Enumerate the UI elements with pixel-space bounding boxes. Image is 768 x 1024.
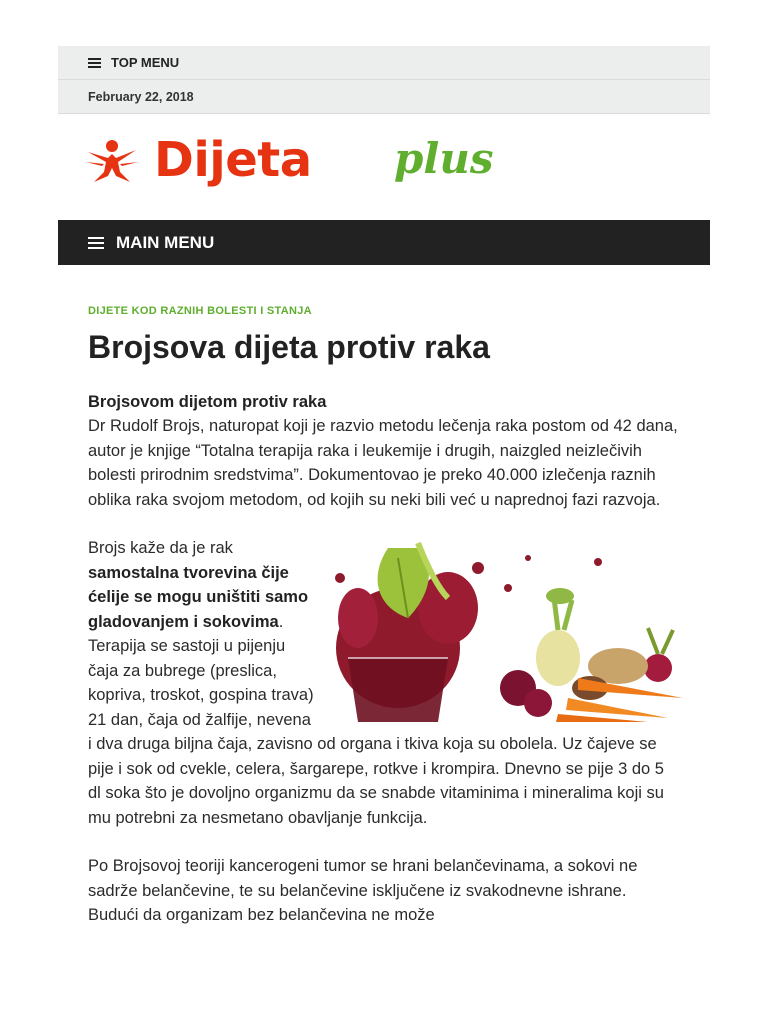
page bbox=[58, 46, 710, 952]
hamburger-icon bbox=[88, 58, 101, 68]
article-title: Brojsova dijeta protiv raka bbox=[88, 329, 490, 365]
running-figure-icon bbox=[86, 138, 138, 184]
paragraph-1 bbox=[88, 390, 680, 513]
logo-word: Dijeta bbox=[154, 132, 312, 188]
main-menu-toggle[interactable] bbox=[58, 220, 710, 265]
paragraph-3-text: Po Brojsovoj teoriji kancerogeni tumor se hrani belančevinama, a sokovi ne sadrže belančevine, te su belančevine isključene iz svakodnevne ishrane. Budući da organizam bez belančevina ne može bbox=[88, 857, 638, 925]
article bbox=[58, 305, 710, 928]
paragraph-1-heading: Brojsovom dijetom protiv raka bbox=[88, 392, 327, 411]
site-logo[interactable] bbox=[58, 114, 710, 220]
paragraph-2-text: . Terapija se sastoji u pijenju čaja za bubrege (preslica, kopriva, troskot, gospina trava) 21 dan, čaja od žalfije, nevena i dva druga biljna čaja, zavisno od organa i tkiva koja su obolela. Uz čajeve se pije i sok od cvekle, celera, šargarepe, rotkve i krompira. Dnevno se pije 3 do 5 dl soka što je dovoljno organizmu da se snabde vitaminima i mineralima koji su mu potrebni za nesmetano obavljanje funkcija. bbox=[88, 612, 664, 827]
paragraph-3 bbox=[88, 854, 680, 928]
article-content bbox=[88, 390, 680, 928]
paragraph-2 bbox=[88, 536, 680, 830]
hamburger-icon bbox=[88, 237, 104, 249]
logo-plus: plus bbox=[394, 134, 494, 183]
top-menu-label: TOP MENU bbox=[111, 55, 180, 70]
paragraph-2-intro: Brojs kaže da je rak bbox=[88, 539, 233, 558]
paragraph-2-emphasis: samostalna tvorevina čije ćelije se mogu uništiti samo gladovanjem i sokovima bbox=[88, 563, 309, 631]
article-category-link[interactable]: DIJETE KOD RAZNIH BOLESTI I STANJA bbox=[88, 305, 312, 317]
current-date: February 22, 2018 bbox=[88, 89, 194, 104]
paragraph-1-text: Dr Rudolf Brojs, naturopat koji je razvio metodu lečenja raka postom od 42 dana, autor je knjige “Totalna terapija raka i leukemije i drugih, naizgled neizlečivih bolesti prirodnim sredstvima”. Dokumentovao je preko 40.000 izlečenja raznih oblika raka svojom metodom, od kojih su neki bili već u naprednoj fazi razvoja. bbox=[88, 417, 678, 509]
juice-vegetables-image bbox=[328, 538, 690, 722]
date-bar bbox=[58, 80, 710, 114]
main-menu-label: MAIN MENU bbox=[116, 232, 215, 252]
top-menu-toggle[interactable] bbox=[58, 46, 710, 80]
